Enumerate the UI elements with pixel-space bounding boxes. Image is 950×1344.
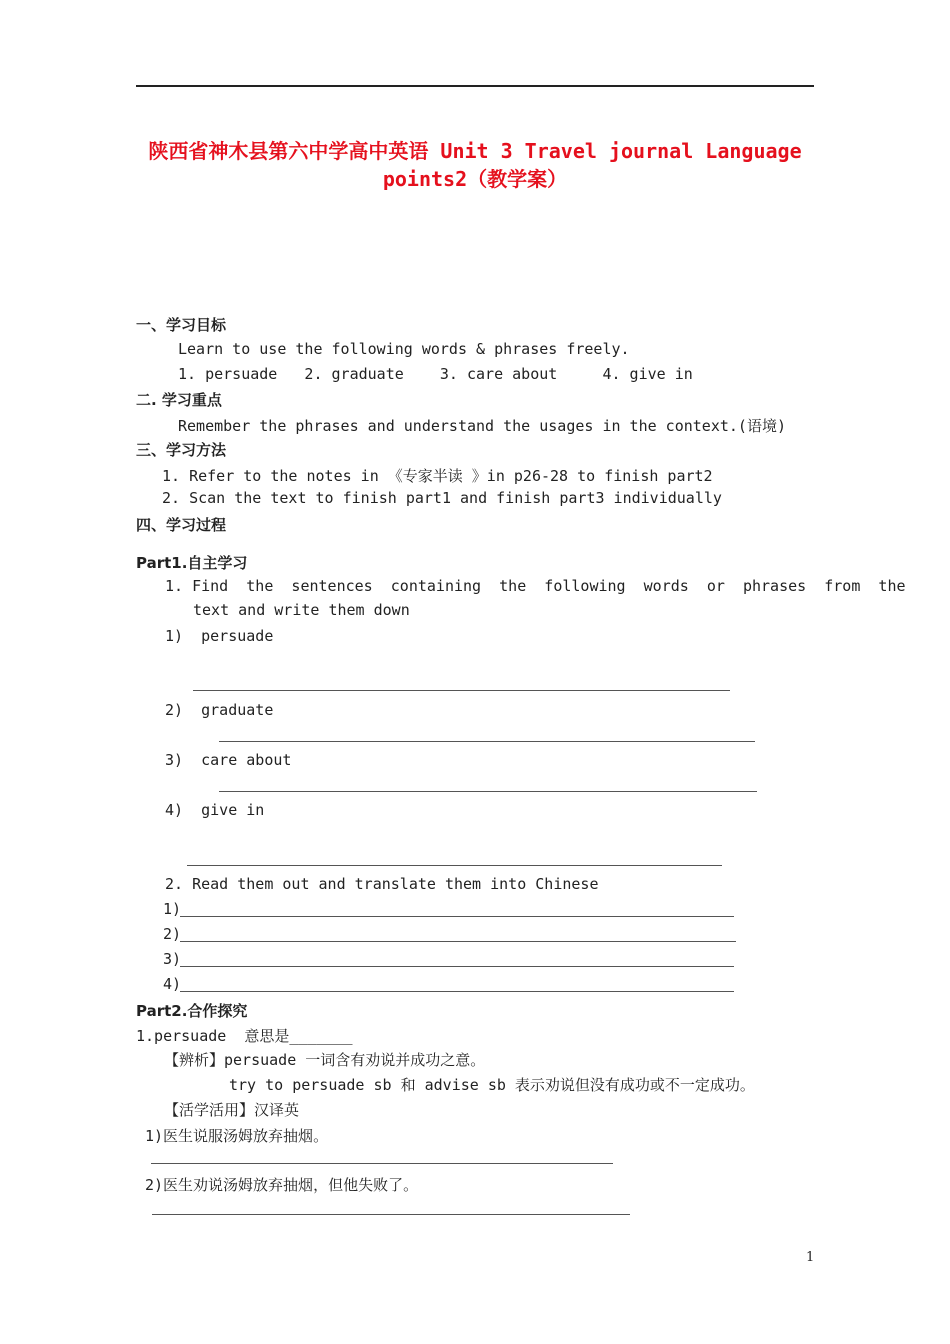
part2-item-1: 1.persuade 意思是_______ <box>136 1027 353 1045</box>
analysis-line-1: 【辨析】persuade 一词含有劝说并成功之意。 <box>164 1051 486 1069</box>
translate-label: 4) <box>163 975 182 993</box>
focus-heading: 二. 学习重点 <box>136 391 222 409</box>
document-title: 陕西省神木县第六中学高中英语 Unit 3 Travel journal Language points2（教学案） <box>148 139 802 191</box>
answer-line[interactable] <box>193 690 730 691</box>
translate-line[interactable] <box>180 991 734 992</box>
part2-heading: Part2.合作探究 <box>136 1002 248 1020</box>
answer-line[interactable] <box>151 1163 613 1164</box>
goals-items: 1. persuade 2. graduate 3. care about 4. give in <box>178 365 693 383</box>
translate-label: 1) <box>163 900 182 918</box>
translate-label: 3) <box>163 950 182 968</box>
answer-line[interactable] <box>219 741 755 742</box>
answer-line[interactable] <box>219 791 757 792</box>
word-item-persuade: 1) persuade <box>165 627 274 645</box>
practice-question-2: 2)医生劝说汤姆放弃抽烟，但他失败了。 <box>145 1176 419 1194</box>
word-item-give-in: 4) give in <box>165 801 265 819</box>
header-rule <box>136 85 814 87</box>
word-item-care-about: 3) care about <box>165 751 292 769</box>
part1-task1-line2: text and write them down <box>193 601 410 619</box>
goals-heading: 一、学习目标 <box>136 316 227 334</box>
focus-line: Remember the phrases and understand the usages in the context.(语境) <box>178 417 786 435</box>
part1-task1-line1: 1. Find the sentences containing the following words or phrases from the <box>165 577 906 595</box>
translate-line[interactable] <box>180 941 736 942</box>
answer-line[interactable] <box>152 1214 630 1215</box>
analysis-line-2: try to persuade sb 和 advise sb 表示劝说但没有成功或不一定成功。 <box>229 1076 755 1094</box>
method-item-1: 1. Refer to the notes in 《专家半读 》in p26-28 to finish part2 <box>162 467 713 485</box>
part1-task2: 2. Read them out and translate them into Chinese <box>165 875 599 893</box>
page-number: 1 <box>806 1250 815 1265</box>
translate-line[interactable] <box>180 966 734 967</box>
answer-line[interactable] <box>187 865 722 866</box>
word-item-graduate: 2) graduate <box>165 701 274 719</box>
process-heading: 四、学习过程 <box>136 516 227 534</box>
practice-heading: 【活学活用】汉译英 <box>164 1101 300 1119</box>
method-heading: 三、学习方法 <box>136 441 227 459</box>
translate-label: 2) <box>163 925 182 943</box>
goals-line: Learn to use the following words & phrases freely. <box>178 340 630 358</box>
part1-heading: Part1.自主学习 <box>136 554 248 572</box>
practice-question-1: 1)医生说服汤姆放弃抽烟。 <box>145 1127 329 1145</box>
method-item-2: 2. Scan the text to finish part1 and finish part3 individually <box>162 489 722 507</box>
translate-line[interactable] <box>180 916 734 917</box>
